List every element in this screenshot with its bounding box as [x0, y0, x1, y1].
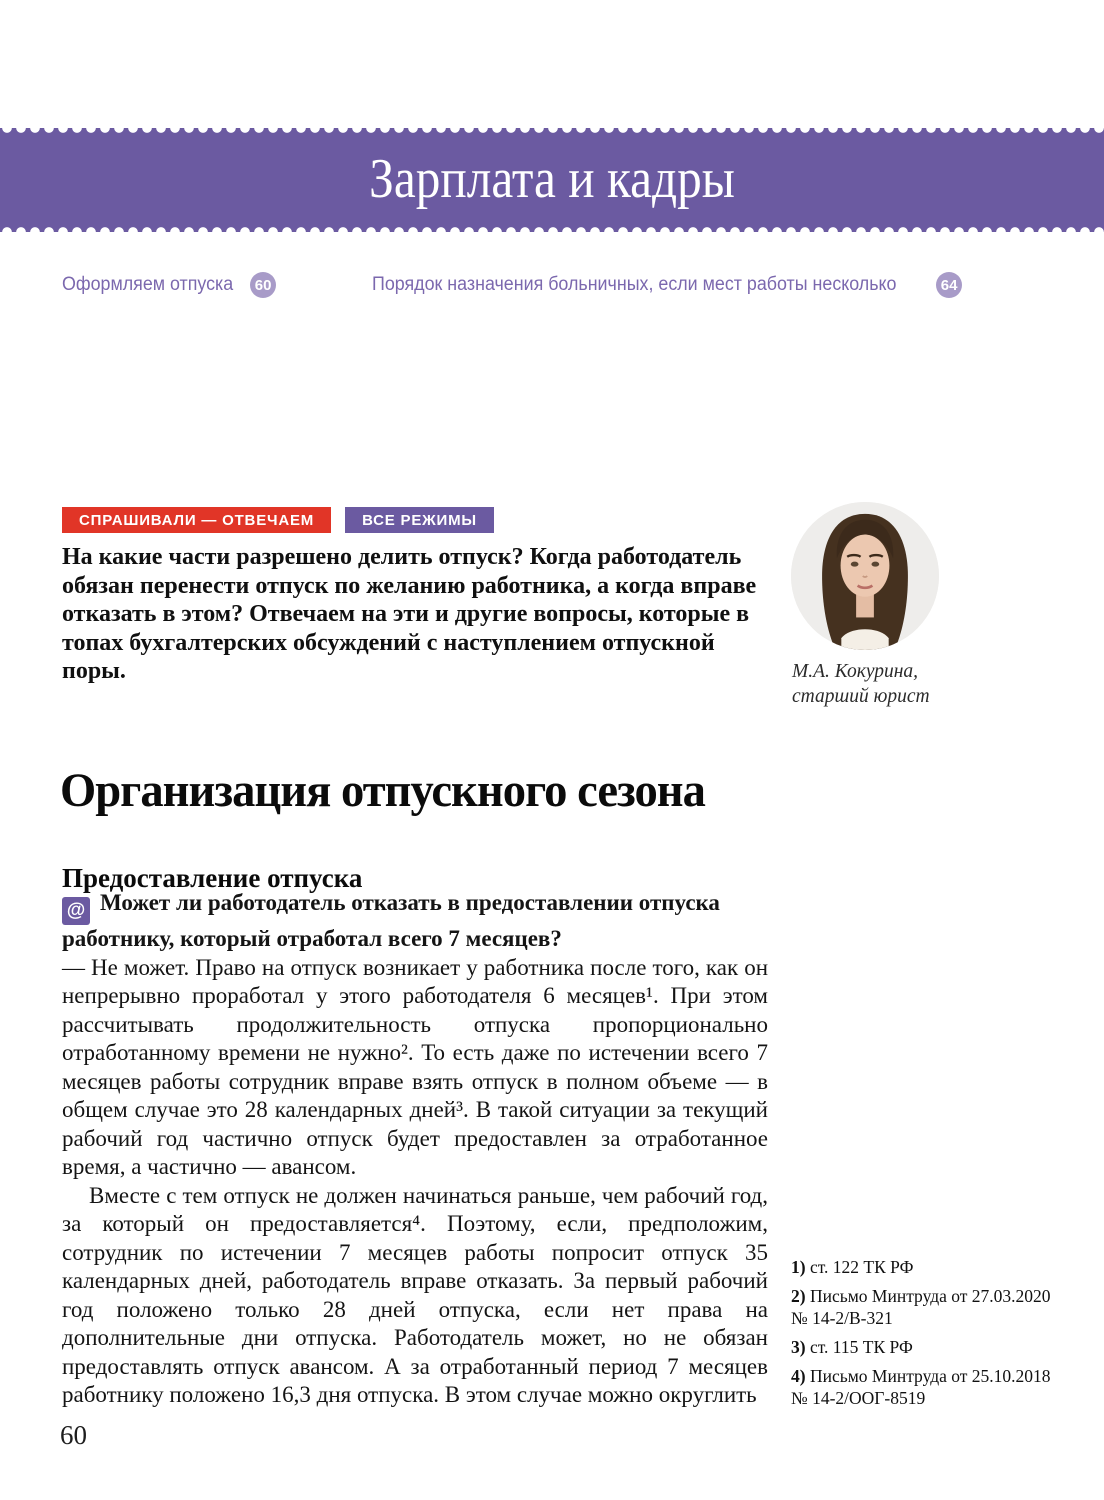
author-portrait-illustration: [791, 502, 939, 650]
section-banner-title: Зарплата и кадры: [369, 148, 735, 210]
toc-row: [62, 272, 1064, 298]
toc-link-label: Оформляем отпуска: [62, 274, 234, 295]
section-heading: Предоставление отпуска: [62, 863, 363, 894]
article-title: Организация отпускного сезона: [60, 764, 705, 818]
question-paragraph: [62, 889, 768, 954]
author-role: старший юрист: [792, 686, 930, 707]
rubric-tags: [62, 507, 494, 533]
author-name: М.А. Кокурина,: [792, 661, 919, 682]
answer-paragraph: — Не может. Право на отпуск возникает у работника после того, как он непрерывно проработал у этого работодателя 6 месяцев¹. При этом рассчитывать продолжительность отпуска пропорционально отработанному времени не нужно². То есть даже по истечении всего 7 месяцев работы сотрудник вправе взять отпуск в полном объеме — в общем случае это 28 календарных дней³. В такой ситуации за текущий рабочий год частично отпуск будет предоставлен за отработанное время, а частично — авансом.: [62, 954, 768, 1180]
footnote-text: Письмо Минтруда от 25.10.2018 № 14-2/ООГ-8519: [791, 1366, 1051, 1408]
answer-paragraph: Вместе с тем отпуск не должен начинаться раньше, чем рабочий год, за который он предоставляется⁴. Поэтому, если, предположим, сотрудник по истечении 7 месяцев работы попросит отпуск 35 календарных дней, работодатель вправе отказать. За первый рабочий год положено только 28 дней отпуска, если нет права на дополнительные дни отпуска. Работодатель может, но не обязан предоставлять отпуск авансом. А за отработанный период 7 месяцев работнику положено 16,3 дня отпуска. В этом случае можно округлить: [62, 1182, 768, 1408]
footnote-text: ст. 122 ТК РФ: [809, 1257, 914, 1277]
footnote-number: 3): [791, 1337, 806, 1357]
toc-link-sick-leave[interactable]: [372, 272, 962, 298]
footnote-item: [791, 1365, 1053, 1409]
page-number-badge: 64: [936, 272, 962, 298]
author-caption: [792, 659, 1042, 709]
footnote-text: Письмо Минтруда от 27.03.2020 № 14-2/В-321: [791, 1286, 1051, 1328]
footnote-text: ст. 115 ТК РФ: [809, 1337, 913, 1357]
question-text: Может ли работодатель отказать в предоставлении отпуска работнику, который отработал всего 7 месяцев?: [62, 890, 720, 952]
author-photo: [791, 502, 939, 650]
toc-link-vacations[interactable]: [62, 272, 276, 298]
lead-paragraph: На какие части разрешено делить отпуск? Когда работодатель обязан перенести отпуск по желанию работника, а когда вправе отказать в этом? Отвечаем на эти и другие вопросы, которые в топах бухгалтерских обсуждений с наступлением отпускной поры.: [62, 544, 757, 685]
footnote-number: 4): [791, 1366, 806, 1386]
footnotes: [791, 1256, 1053, 1416]
section-banner: [0, 128, 1104, 232]
footnote-number: 1): [791, 1257, 806, 1277]
folio-page-number: 60: [60, 1420, 87, 1450]
email-question-icon: @: [62, 897, 90, 925]
footnote-item: [791, 1256, 1053, 1278]
toc-link-label: Порядок назначения больничных, если мест работы несколько: [372, 274, 897, 295]
footnote-item: [791, 1336, 1053, 1358]
footnote-item: [791, 1285, 1053, 1329]
page-number-badge: 60: [250, 272, 276, 298]
rubric-tag-qa: СПРАШИВАЛИ — ОТВЕЧАЕМ: [62, 507, 331, 533]
article-body: [62, 889, 768, 1410]
footnote-number: 2): [791, 1286, 806, 1306]
rubric-tag-all-regimes: ВСЕ РЕЖИМЫ: [345, 507, 494, 533]
